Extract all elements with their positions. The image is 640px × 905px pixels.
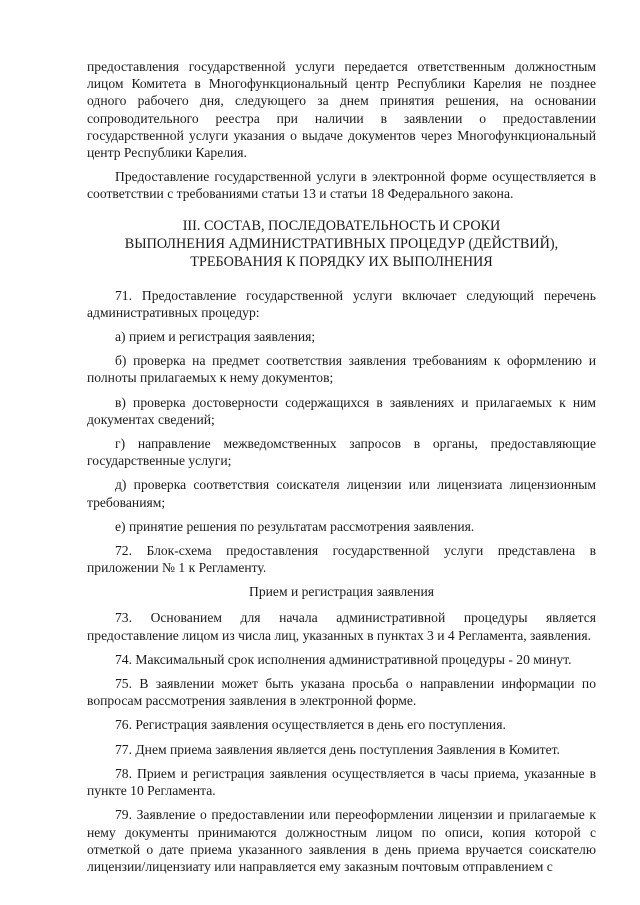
paragraph-78: 78. Прием и регистрация заявления осуществляется в часы приема, указанные в пункте 10 Регламента. (87, 765, 596, 799)
list-item-e: е) принятие решения по результатам рассмотрения заявления. (115, 518, 475, 534)
paragraph-71: 71. Предоставление государственной услуги включает следующий перечень административных процедур: (87, 287, 596, 320)
paragraph-72: 72. Блок-схема предоставления государственной услуги представлена в приложении № 1 к Регламенту. (87, 543, 596, 576)
list-item-v: в) проверка достоверности содержащихся в заявлениях и прилагаемых к ним документах сведений; (87, 394, 596, 427)
list-item-d: д) проверка соответствия соискателя лицензии или лицензиата лицензионным требованиям; (87, 477, 596, 510)
paragraph-75: 75. В заявлении может быть указана просьба о направлении информации по вопросам рассмотрения заявления в электронной форме. (87, 676, 596, 709)
section-heading-line-2: ВЫПОЛНЕНИЯ АДМИНИСТРАТИВНЫХ ПРОЦЕДУР (ДЕЙСТВИЙ), (124, 235, 559, 252)
electronic-form-paragraph: Предоставление государственной услуги в электронной форме осуществляется в соответствии с требованиями статьи 13 и статьи 18 Федерального закона. (87, 169, 596, 202)
section-heading (87, 217, 596, 271)
subsection-heading: Прием и регистрация заявления (249, 584, 434, 600)
list-item-b: б) проверка на предмет соответствия заявления требованиям к оформлению и полноты прилагаемых к нему документов; (87, 353, 596, 386)
paragraph-73: 73. Основанием для начала административной процедуры является предоставление лицом из числа лиц, указанных в пунктах 3 и 4 Регламента, заявления. (87, 610, 596, 643)
paragraph-77: 77. Днем приема заявления является день поступления Заявления в Комитет. (115, 741, 560, 757)
intro-paragraph: предоставления государственной услуги передается ответственным должностным лицом Комитета в Многофункциональный центр Республики Карелия не позднее одного рабочего дня, следующего за днем принятия решения, на основании сопроводительного реестра при наличии в заявлении о предоставлении государственной услуги указания о выдаче документов через Многофункциональный центр Республики Карелия. (87, 59, 596, 161)
list-item-a: а) прием и регистрация заявления; (115, 329, 316, 345)
list-item-g: г) направление межведомственных запросов в органы, предоставляющие государственные услуги; (87, 436, 596, 469)
section-heading-line-1: III. СОСТАВ, ПОСЛЕДОВАТЕЛЬНОСТЬ И СРОКИ (182, 217, 501, 234)
paragraph-76: 76. Регистрация заявления осуществляется в день его поступления. (115, 717, 506, 733)
section-heading-line-3: ТРЕБОВАНИЯ К ПОРЯДКУ ИХ ВЫПОЛНЕНИЯ (190, 253, 493, 270)
paragraph-74: 74. Максимальный срок исполнения административной процедуры - 20 минут. (115, 651, 572, 667)
paragraph-79: 79. Заявление о предоставлении или переоформлении лицензии и прилагаемые к нему документы принимаются должностным лицом по описи, копия которой с отметкой о дате приема указанного заявления в день приема вручается соискателю лицензии/лицензиату или направляется ему заказным почтовым отправлением с (87, 807, 596, 874)
